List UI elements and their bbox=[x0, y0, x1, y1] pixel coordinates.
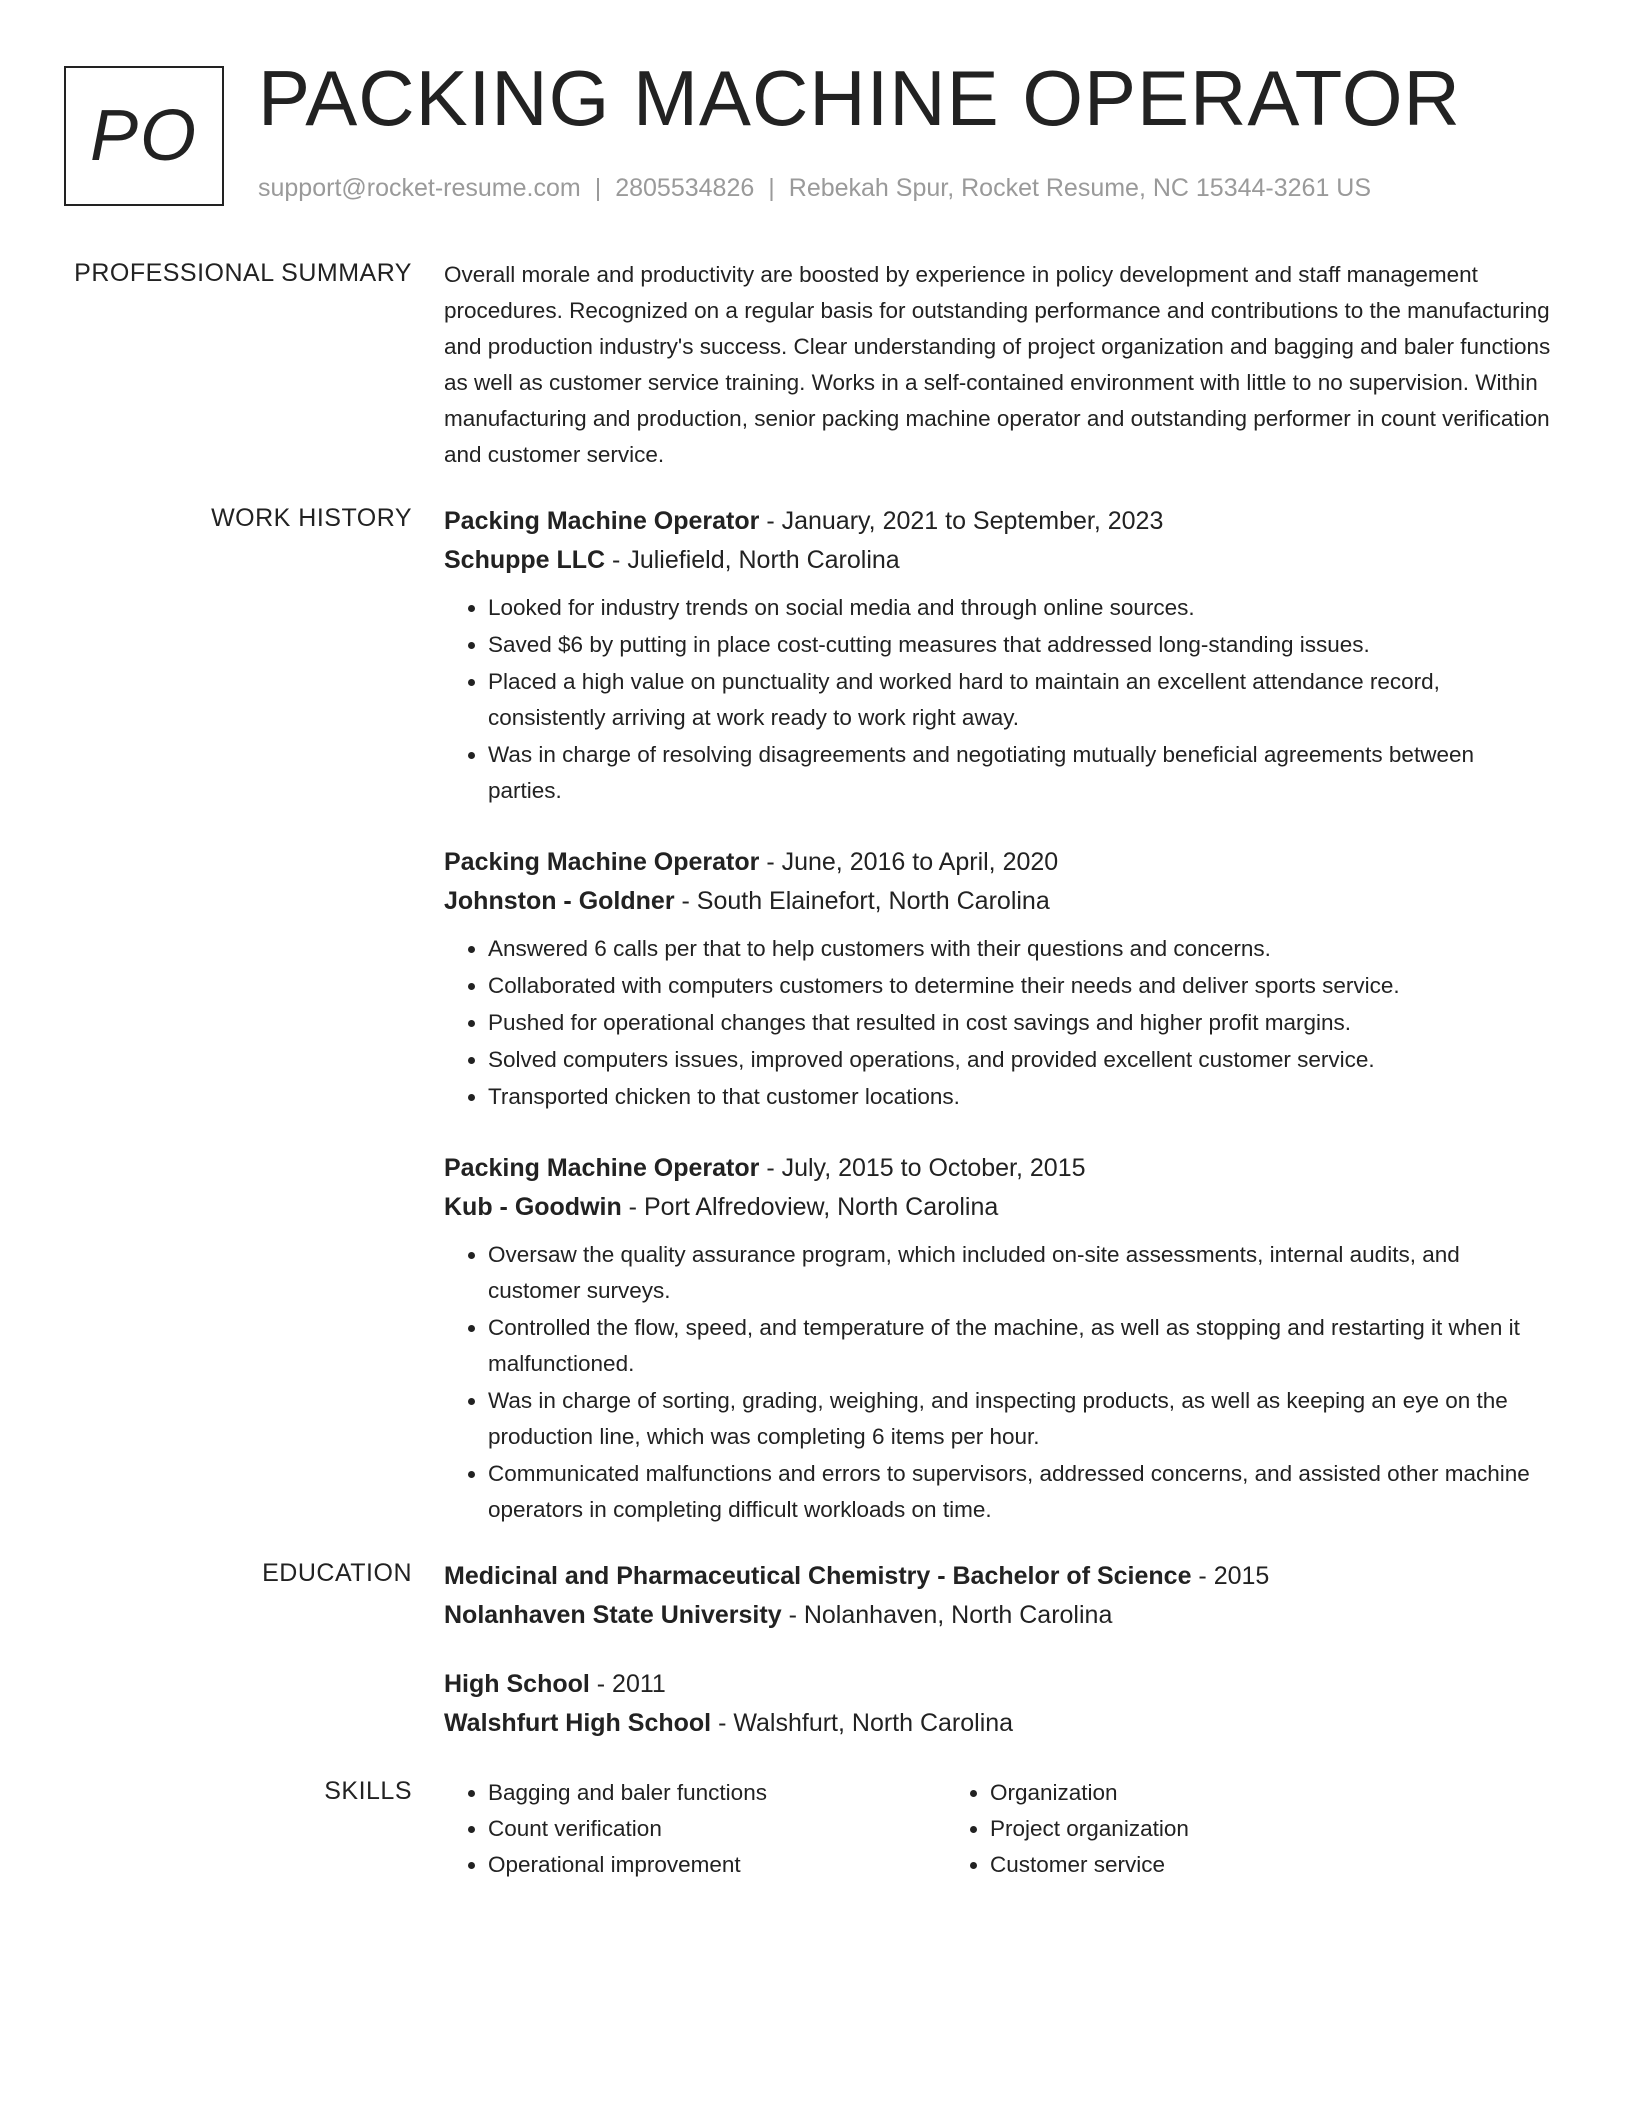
section-label-summary: PROFESSIONAL SUMMARY bbox=[74, 259, 412, 287]
skills-body bbox=[444, 1775, 1554, 1883]
contact-phone[interactable]: 2805534826 bbox=[615, 174, 755, 202]
job-company-line bbox=[444, 541, 1554, 580]
list-item: • Operational improvement bbox=[488, 1847, 946, 1883]
list-item: • Pushed for operational changes that resulted in cost savings and higher profit margins. bbox=[488, 1005, 1554, 1041]
degree-line bbox=[444, 1665, 1554, 1704]
job-title: Packing Machine Operator bbox=[444, 1154, 760, 1182]
list-item: • Looked for industry trends on social media and through online sources. bbox=[488, 590, 1554, 626]
job-title-line bbox=[444, 502, 1554, 541]
education-entry bbox=[444, 1665, 1554, 1743]
list-item: • Was in charge of resolving disagreements and negotiating mutually beneficial agreements between parties. bbox=[488, 737, 1554, 809]
degree-year: - 2011 bbox=[589, 1670, 666, 1698]
list-item: • Transported chicken to that customer locations. bbox=[488, 1079, 1554, 1115]
list-item: • Was in charge of sorting, grading, weighing, and inspecting products, as well as keeping an eye on the production line, which was completing 6 items per hour. bbox=[488, 1383, 1554, 1455]
job-dates: - January, 2021 to September, 2023 bbox=[759, 507, 1164, 535]
job-dates: - July, 2015 to October, 2015 bbox=[759, 1154, 1086, 1182]
school-line bbox=[444, 1704, 1554, 1743]
school-name: Walshfurt High School bbox=[444, 1709, 712, 1737]
job-entry bbox=[444, 1149, 1554, 1528]
job-location: - Juliefield, North Carolina bbox=[605, 546, 900, 574]
school-location: - Walshfurt, North Carolina bbox=[711, 1709, 1014, 1737]
job-bullets bbox=[444, 931, 1554, 1115]
contact-separator: | bbox=[594, 174, 602, 202]
section-label-education: EDUCATION bbox=[262, 1559, 412, 1587]
list-item: • Solved computers issues, improved operations, and provided excellent customer service. bbox=[488, 1042, 1554, 1078]
list-item: • Saved $6 by putting in place cost-cutting measures that addressed long-standing issues. bbox=[488, 627, 1554, 663]
job-entry bbox=[444, 843, 1554, 1115]
resume-title: PACKING MACHINE OPERATOR bbox=[258, 54, 1461, 142]
job-company-line bbox=[444, 882, 1554, 921]
list-item: • Collaborated with computers customers to determine their needs and deliver sports service. bbox=[488, 968, 1554, 1004]
list-item: • Count verification bbox=[488, 1811, 946, 1847]
list-item: • Oversaw the quality assurance program, which included on-site assessments, internal audits, and customer surveys. bbox=[488, 1237, 1554, 1309]
section-label-work-history: WORK HISTORY bbox=[211, 504, 412, 532]
job-company: Kub - Goodwin bbox=[444, 1193, 622, 1221]
job-company-line bbox=[444, 1188, 1554, 1227]
summary-body bbox=[444, 257, 1554, 473]
job-title: Packing Machine Operator bbox=[444, 507, 760, 535]
job-title-line bbox=[444, 843, 1554, 882]
monogram-box: PO bbox=[64, 66, 224, 206]
summary-text: Overall morale and productivity are boosted by experience in policy development and staff management procedures. Recognized on a regular basis for outstanding performance and contributions to the manufacturing and production industry's success. Clear understanding of project organization and bagging and baler functions as well as customer service training. Works in a self-contained environment with little to no supervision. Within manufacturing and production, senior packing machine operator and outstanding performer in count verification and customer service. bbox=[444, 262, 1551, 467]
job-dates: - June, 2016 to April, 2020 bbox=[759, 848, 1059, 876]
list-item: • Organization bbox=[990, 1775, 1448, 1811]
skills-columns bbox=[444, 1775, 1554, 1883]
contact-separator: | bbox=[768, 174, 775, 202]
list-item: • Answered 6 calls per that to help customers with their questions and concerns. bbox=[488, 931, 1554, 967]
job-company: Schuppe LLC bbox=[444, 546, 606, 574]
education-body bbox=[444, 1557, 1554, 1777]
skills-list-right bbox=[946, 1775, 1448, 1883]
job-bullets bbox=[444, 1237, 1554, 1528]
list-item: • Customer service bbox=[990, 1847, 1448, 1883]
job-title: Packing Machine Operator bbox=[444, 848, 760, 876]
degree-name: High School bbox=[444, 1670, 590, 1698]
job-company: Johnston - Goldner bbox=[444, 887, 675, 915]
contact-line bbox=[258, 174, 1371, 203]
contact-address: Rebekah Spur, Rocket Resume, NC 15344-3261 US bbox=[788, 174, 1372, 202]
school-name: Nolanhaven State University bbox=[444, 1601, 782, 1629]
school-line bbox=[444, 1596, 1554, 1635]
job-location: - Port Alfredoview, North Carolina bbox=[621, 1193, 999, 1221]
list-item: • Project organization bbox=[990, 1811, 1448, 1847]
section-label-skills: SKILLS bbox=[324, 1777, 412, 1805]
contact-email[interactable]: support@rocket-resume.com bbox=[258, 174, 581, 202]
list-item: • Bagging and baler functions bbox=[488, 1775, 946, 1811]
job-bullets bbox=[444, 590, 1554, 809]
education-entry bbox=[444, 1557, 1554, 1635]
job-title-line bbox=[444, 1149, 1554, 1188]
list-item: • Placed a high value on punctuality and worked hard to maintain an excellent attendance record, consistently arriving at work ready to work right away. bbox=[488, 664, 1554, 736]
degree-year: - 2015 bbox=[1191, 1562, 1270, 1590]
degree-line bbox=[444, 1557, 1554, 1596]
skills-list-left bbox=[444, 1775, 946, 1883]
list-item: • Controlled the flow, speed, and temperature of the machine, as well as stopping and restarting it when it malfunctioned. bbox=[488, 1310, 1554, 1382]
degree-name: Medicinal and Pharmaceutical Chemistry - Bachelor of Science bbox=[444, 1562, 1192, 1590]
work-history-body bbox=[444, 502, 1554, 1562]
job-entry bbox=[444, 502, 1554, 809]
school-location: - Nolanhaven, North Carolina bbox=[781, 1601, 1113, 1629]
job-location: - South Elainefort, North Carolina bbox=[674, 887, 1050, 915]
list-item: • Communicated malfunctions and errors to supervisors, addressed concerns, and assisted other machine operators in completing difficult workloads on time. bbox=[488, 1456, 1554, 1528]
